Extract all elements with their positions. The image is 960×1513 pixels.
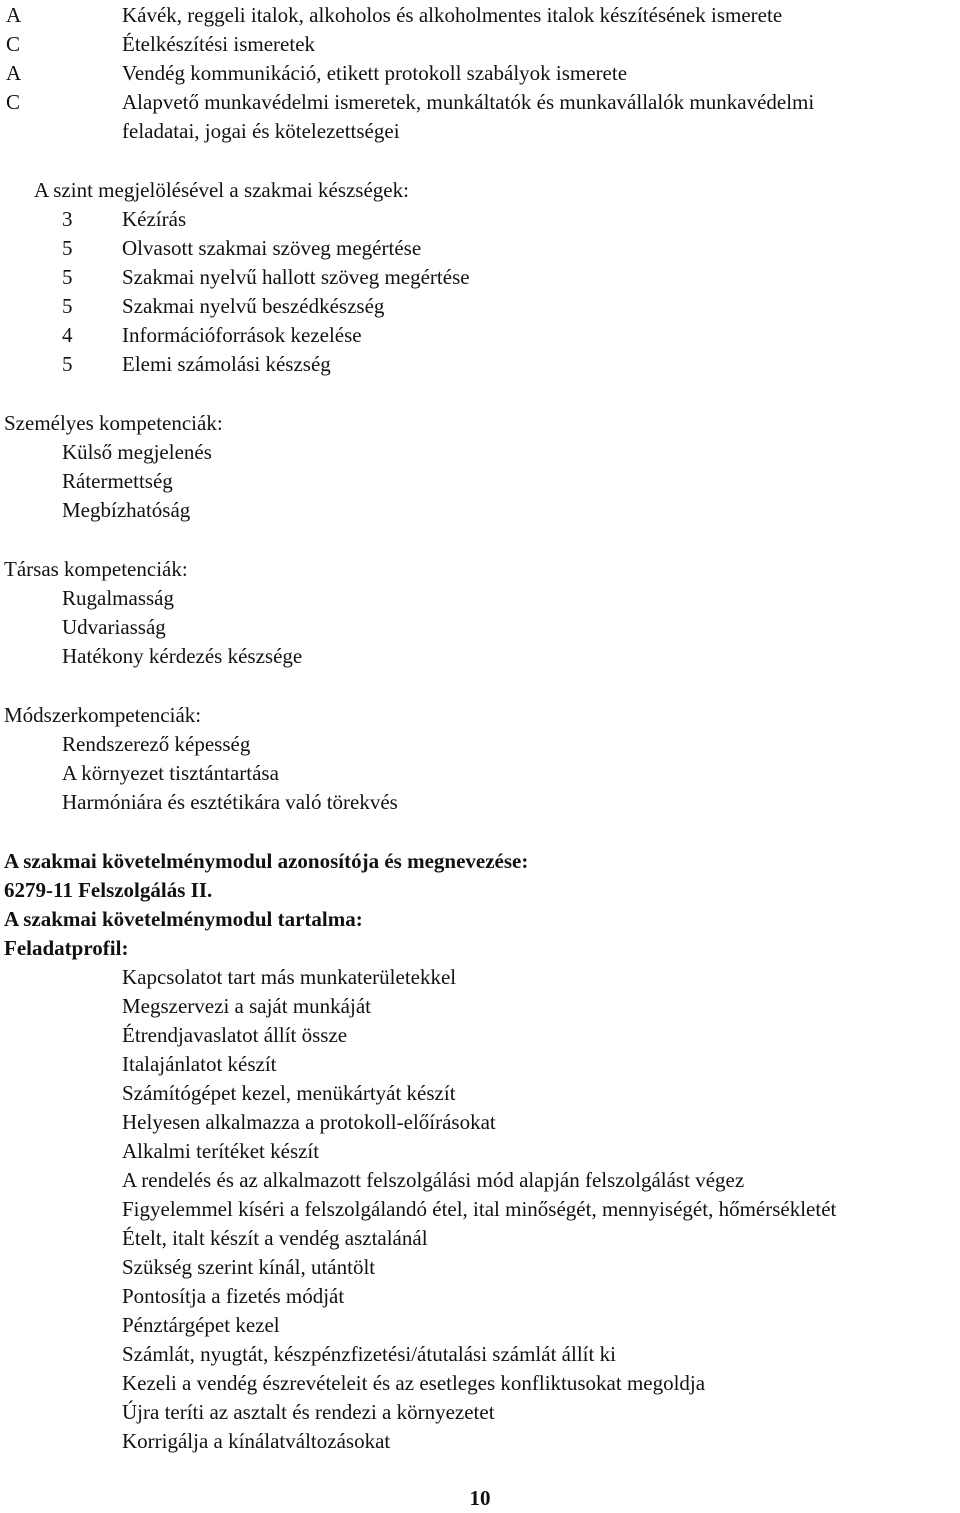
- method-item: Harmóniára és esztétikára való törekvés: [62, 790, 398, 814]
- task-text: Kapcsolatot tart más munkaterületekkel: [122, 965, 457, 989]
- knowledge-code: A: [6, 3, 22, 27]
- skill-level: 5: [62, 265, 73, 289]
- skill-text: Szakmai nyelvű hallott szöveg megértése: [122, 265, 470, 289]
- task-text: Alkalmi terítéket készít: [122, 1139, 320, 1163]
- module-content-heading: A szakmai követelménymodul tartalma:: [4, 907, 363, 931]
- profile-heading: Feladatprofil:: [4, 936, 129, 960]
- knowledge-text: Ételkészítési ismeretek: [122, 32, 316, 56]
- knowledge-code: C: [6, 32, 21, 56]
- skill-text: Információforrások kezelése: [122, 323, 362, 347]
- skill-level: 5: [62, 236, 73, 260]
- personal-item: Külső megjelenés: [62, 440, 212, 464]
- knowledge-text: feladatai, jogai és kötelezettségei: [122, 119, 400, 143]
- task-text: Újra teríti az asztalt és rendezi a környezetet: [122, 1400, 495, 1424]
- skill-level: 5: [62, 294, 73, 318]
- task-text: Számlát, nyugtát, készpénzfizetési/átutalási számlát állít ki: [122, 1342, 616, 1366]
- skill-text: Elemi számolási készség: [122, 352, 331, 376]
- task-text: Pontosítja a fizetés módját: [122, 1284, 345, 1308]
- module-id-heading: A szakmai követelménymodul azonosítója és megnevezése:: [4, 849, 529, 873]
- task-text: Helyesen alkalmazza a protokoll-előírásokat: [122, 1110, 496, 1134]
- method-item: A környezet tisztántartása: [62, 761, 279, 785]
- task-text: Ételt, italt készít a vendég asztalánál: [122, 1226, 428, 1250]
- knowledge-code: C: [6, 90, 21, 114]
- social-heading: Társas kompetenciák:: [4, 557, 188, 581]
- knowledge-text: Alapvető munkavédelmi ismeretek, munkáltatók és munkavállalók munkavédelmi: [122, 90, 815, 114]
- knowledge-text: Vendég kommunikáció, etikett protokoll szabályok ismerete: [122, 61, 628, 85]
- task-text: Figyelemmel kíséri a felszolgálandó étel, ital minőségét, mennyiségét, hőmérsékletét: [122, 1197, 837, 1221]
- skill-level: 4: [62, 323, 73, 347]
- task-text: Korrigálja a kínálatváltozásokat: [122, 1429, 391, 1453]
- page-number: 10: [469, 1486, 491, 1510]
- skill-level: 5: [62, 352, 73, 376]
- task-text: Kezeli a vendég észrevételeit és az esetleges konfliktusokat megoldja: [122, 1371, 706, 1395]
- task-text: Pénztárgépet kezel: [122, 1313, 280, 1337]
- personal-heading: Személyes kompetenciák:: [4, 411, 223, 435]
- skill-level: 3: [62, 207, 73, 231]
- social-item: Rugalmasság: [62, 586, 174, 610]
- knowledge-code: A: [6, 61, 22, 85]
- task-text: Szükség szerint kínál, utántölt: [122, 1255, 376, 1279]
- social-item: Hatékony kérdezés készsége: [62, 644, 303, 668]
- skill-text: Kézírás: [122, 207, 187, 231]
- knowledge-text: Kávék, reggeli italok, alkoholos és alkoholmentes italok készítésének ismerete: [122, 3, 783, 27]
- skill-text: Olvasott szakmai szöveg megértése: [122, 236, 422, 260]
- module-id-value: 6279-11 Felszolgálás II.: [4, 878, 213, 902]
- skill-text: Szakmai nyelvű beszédkészség: [122, 294, 385, 318]
- task-text: Étrendjavaslatot állít össze: [122, 1023, 348, 1047]
- personal-item: Megbízhatóság: [62, 498, 191, 522]
- social-item: Udvariasság: [62, 615, 166, 639]
- method-item: Rendszerező képesség: [62, 732, 251, 756]
- task-text: A rendelés és az alkalmazott felszolgálási mód alapján felszolgálást végez: [122, 1168, 745, 1192]
- task-text: Megszervezi a saját munkáját: [122, 994, 371, 1018]
- method-heading: Módszerkompetenciák:: [4, 703, 202, 727]
- skills-heading: A szint megjelölésével a szakmai készségek:: [34, 178, 409, 202]
- personal-item: Rátermettség: [62, 469, 173, 493]
- task-text: Italajánlatot készít: [122, 1052, 277, 1076]
- task-text: Számítógépet kezel, menükártyát készít: [122, 1081, 456, 1105]
